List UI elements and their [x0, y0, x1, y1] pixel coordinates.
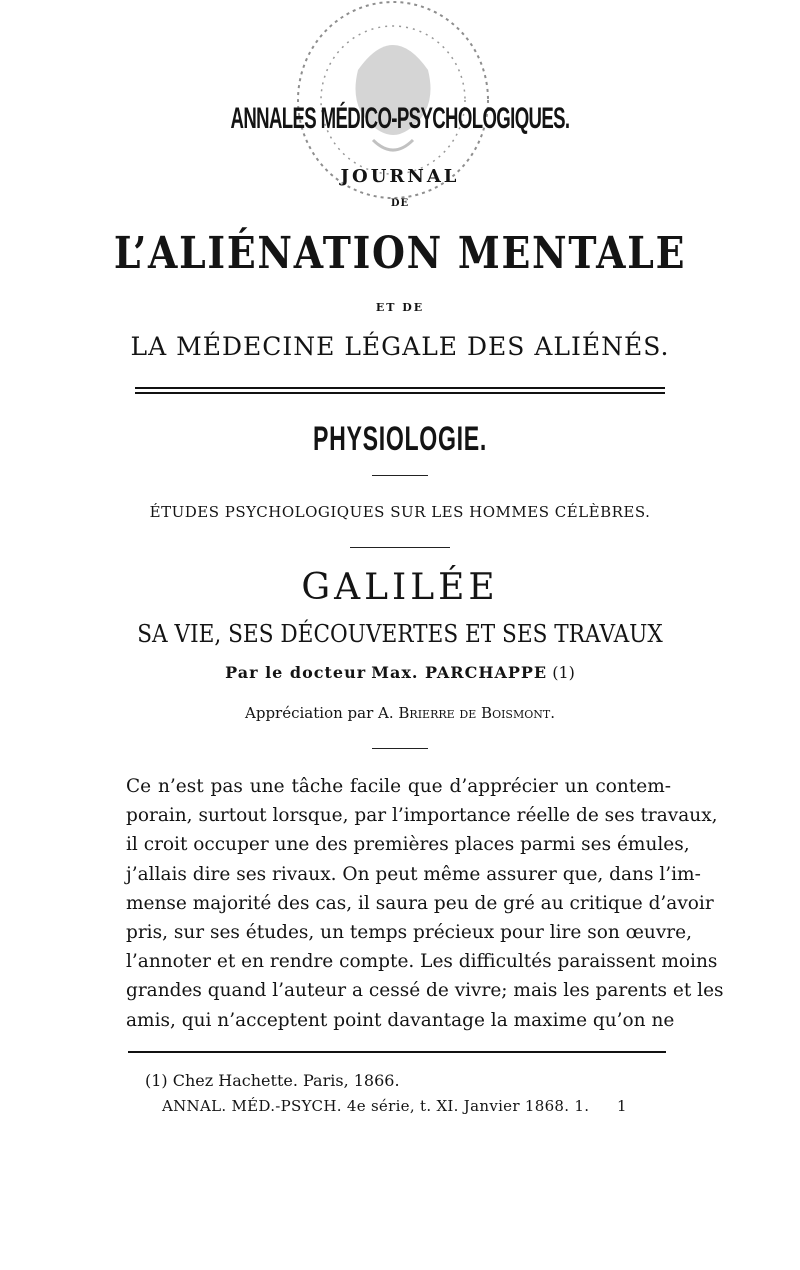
journal-subtitle-2: LA MÉDECINE LÉGALE DES ALIÉNÉS. [130, 332, 670, 361]
body-line: il croit occuper une des premières places parmi ses émules, [126, 834, 690, 856]
journal-label: JOURNAL [340, 166, 460, 187]
appreciation-prefix: Appréciation par A. [245, 704, 394, 722]
body-line: l’annoter et en rendre compte. Les difficultés paraissent moins [126, 951, 718, 973]
journal-title: ANNALES MÉDICO-PSYCHOLOGIQUES. [230, 102, 570, 135]
appreciation-name: Brierre de Boismont. [398, 704, 555, 722]
body-paragraph [126, 772, 724, 1035]
series-title: ÉTUDES PSYCHOLOGIQUES SUR LES HOMMES CÉLÈBRES. [149, 503, 651, 521]
section-heading: PHYSIOLOGIE. [313, 420, 487, 458]
journal-de: DE [390, 198, 410, 209]
body-line: j’allais dire ses rivaux. On peut même assurer que, dans l’im- [126, 863, 701, 885]
body-line: grandes quand l’auteur a cessé de vivre; mais les parents et les [126, 980, 724, 1002]
footnote-divider [128, 1051, 666, 1053]
article-title: GALILÉE [301, 567, 499, 608]
short-divider [372, 475, 428, 476]
journal-et-de: ET DE [375, 301, 425, 314]
body-line: amis, qui n’acceptent point davantage la maxime qu’on ne [126, 1009, 675, 1031]
author-name: Max. PARCHAPPE [371, 663, 548, 682]
article-appreciation [0, 704, 800, 722]
running-footer-text: ANNAL. MÉD.-PSYCH. 4e série, t. XI. Janvier 1868. 1. [162, 1097, 590, 1115]
running-footer [162, 1097, 627, 1115]
author-prefix: Par le docteur [225, 663, 367, 682]
article-author [0, 663, 800, 682]
short-divider [372, 748, 428, 749]
short-divider [350, 547, 450, 548]
body-line: Ce n’est pas une tâche facile que d’apprécier un contem- [126, 776, 671, 797]
journal-subtitle: L’ALIÉNATION MENTALE [113, 228, 687, 279]
article-subtitle: SA VIE, SES DÉCOUVERTES ET SES TRAVAUX [137, 620, 663, 648]
author-footnote-ref: (1) [552, 663, 575, 682]
header-divider [135, 387, 665, 394]
footnote: (1) Chez Hachette. Paris, 1866. [145, 1071, 400, 1090]
body-line: mense majorité des cas, il saura peu de gré au critique d’avoir [126, 892, 714, 914]
body-line: porain, surtout lorsque, par l’importance réelle de ses travaux, [126, 805, 718, 827]
body-line: pris, sur ses études, un temps précieux pour lire son œuvre, [126, 922, 692, 944]
page-number: 1 [617, 1097, 627, 1115]
